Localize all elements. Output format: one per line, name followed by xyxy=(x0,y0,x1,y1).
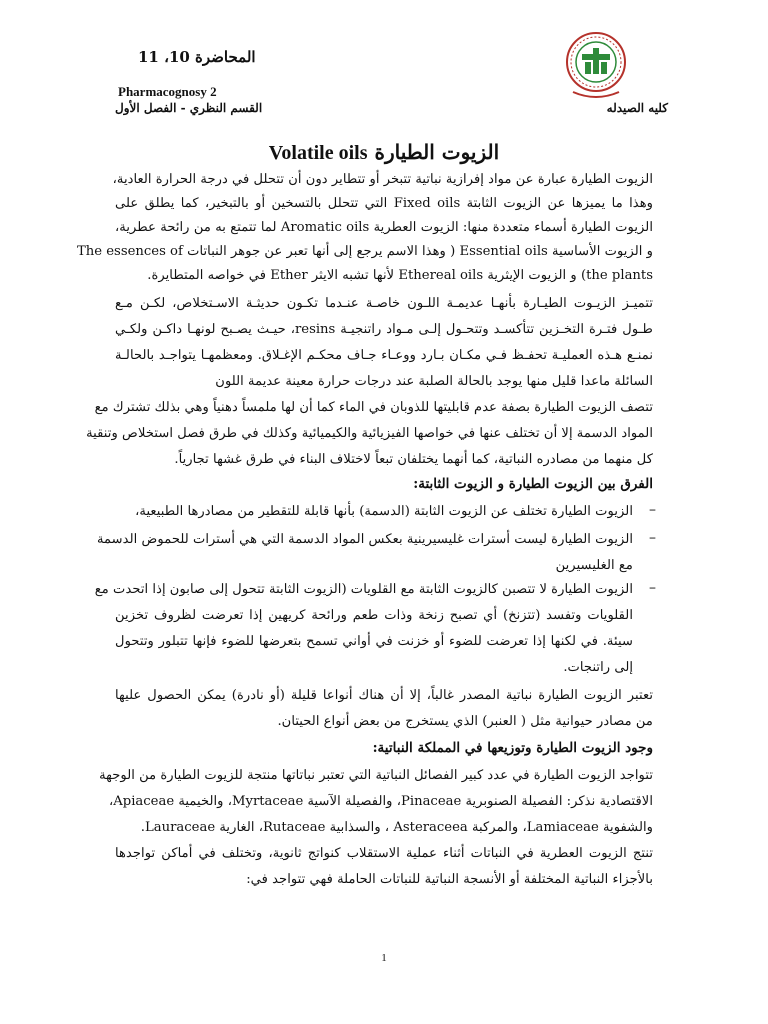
difference-item: القلويات وتفسد (تتزنخ) أي تصبح زنخة وذات طعم ورائحة كريهين إذا تعرضت لظروف تخزين xyxy=(115,608,633,623)
intro-line: الزيوت الطيارة عبارة عن مواد إفرازية نباتية تتبخر أو تتطاير دون أن تتحلل في درجة الحرارة العادية، xyxy=(112,172,653,187)
source-line: من مصادر حيوانية مثل ( العنبر) الذي يستخرج من بعض أنواع الحيتان. xyxy=(277,714,653,729)
university-logo-icon xyxy=(565,28,627,104)
section-label: القسم النظري - الفصل الأول xyxy=(115,101,263,115)
title-latin: Volatile oils xyxy=(268,142,368,164)
intro-line: الزيوت الطيارة أسماء متعددة منها: الزيوت العطرية Aromatic oils لما تتمتع به من رائحة عطرية، xyxy=(115,220,653,235)
distribution-line: تتواجد الزيوت الطيارة في عدد كبير الفصائل النباتية التي تعتبر نباتاتها منتجة للزيوت الطيارة من الوجهة xyxy=(99,768,653,783)
intro-line: و الزيوت الأساسية Essential oils ( وهذا الاسم يرجع إلى أنها تعبر عن جوهر النباتات The essences of xyxy=(76,244,653,259)
features-line: السائلة ماعدا قليل منها يوجد بالحالة الصلبة عند درجات حرارة معينة عديمة اللون xyxy=(215,374,653,389)
lecture-number: المحاضرة 10، 11 xyxy=(138,48,256,66)
course-name: Pharmacognosy 2 xyxy=(118,84,217,99)
solubility-line: كل منهما من مصادره النباتية، كما أنهما يختلفان تبعاً لاختلاف البناء في طرق غشها تجارياً. xyxy=(174,452,653,467)
page-number: 1 xyxy=(381,952,387,964)
features-line: طـول فتـرة التخـزين تتأكسـد وتتحـول إلـى مـواد راتنجيـة resins، حيـث يصـبح لونهـا داكـن ولكـي xyxy=(115,322,653,337)
difference-item: الزيوت الطيارة ليست أسترات غليسيرينية بعكس المواد الدسمة التي هي أسترات للحموض الدسمة xyxy=(96,532,633,547)
bullet-dash-icon: – xyxy=(649,580,656,596)
distribution-line: الاقتصادية نذكر: الفصيلة الصنوبرية Pinaceae، والفصيلة الآسية Myrtaceae، والخيمية Apiaceae، xyxy=(108,794,653,809)
difference-item: مع الغليسيرين xyxy=(555,558,633,573)
difference-item: إلى راتنجات. xyxy=(563,660,633,675)
solubility-line: تتصف الزيوت الطيارة بصفة عدم قابليتها للذوبان في الماء كما أن لها ملمساً دهنياً وهي بذلك تشترك مع xyxy=(94,400,653,415)
difference-item: الزيوت الطيارة تختلف عن الزيوت الثابتة (الدسمة) بأنها قابلة للتقطير من مصادرها الطبيعية، xyxy=(135,504,633,519)
bullet-dash-icon: – xyxy=(649,530,656,546)
differences-heading: الفرق بين الزيوت الطيارة و الزيوت الثابتة: xyxy=(413,476,653,492)
title-arabic: الزيوت الطيارة xyxy=(374,140,500,164)
distribution-line: والشفوية Lamiaceae، والمركبة Asteraceea ، والسذابية Rutaceae، الغارية Lauraceae. xyxy=(140,820,653,835)
difference-item: الزيوت الطيارة لا تتصبن كالزيوت الثابتة مع القلويات (الزيوت الثابتة تتحول إلى صابون إذا اتحدت مع xyxy=(94,582,633,597)
distribution-heading: وجود الزيوت الطيارة وتوزيعها في المملكة النباتية: xyxy=(372,740,653,756)
bullet-dash-icon: – xyxy=(649,502,656,518)
intro-line: the plants) و الزيوت الإيثرية Ethereal oils لأنها تشبه الايثر Ether في خواصه المتطايرة. xyxy=(147,268,653,283)
source-line: تعتبر الزيوت الطيارة نباتية المصدر غالباً، إلا أن هناك أنواعا قليلة (أو نادرة) يمكن الحصول عليها xyxy=(115,688,653,703)
features-line: تتميـز الزيـوت الطيـارة بأنهـا عديمـة اللـون خاصـة عنـدما تكـون حديثـة الاسـتخلاص، لكـن مـع xyxy=(115,296,653,311)
college-name: كليه الصيدله xyxy=(606,101,668,115)
features-line: نمنـع هـذه العمليـة تحفـظ فـي مكـان بـارد ووعـاء جـاف محكـم الإغـلاق. ومعظمهـا يتواجـد بالحالـة xyxy=(115,348,653,363)
page-title xyxy=(0,140,768,165)
production-line: بالأجزاء النباتية المختلفة أو الأنسجة النباتية للنباتات الحاملة فهي تتواجد في: xyxy=(246,872,653,887)
difference-item: سيئة. في لكنها إذا تعرضت للضوء أو خزنت في أواني تسمح بتعرضها للضوء فإنها تتبلور وتتحول xyxy=(115,634,633,649)
intro-line: وهذا ما يميزها عن الزيوت الثابتة Fixed oils التي تتحلل بالتسخين أو بالتبخير، كما يطلق على xyxy=(115,196,654,211)
solubility-line: المواد الدسمة إلا أن تختلف عنها في خواصها الفيزيائية والكيميائية وكذلك في طرق فصل استخلاص وتنقية xyxy=(86,426,653,441)
production-line: تنتج الزيوت العطرية في النباتات أثناء عملية الاستقلاب كنواتج ثانوية، وتختلف في أماكن تواجدها xyxy=(115,846,653,861)
